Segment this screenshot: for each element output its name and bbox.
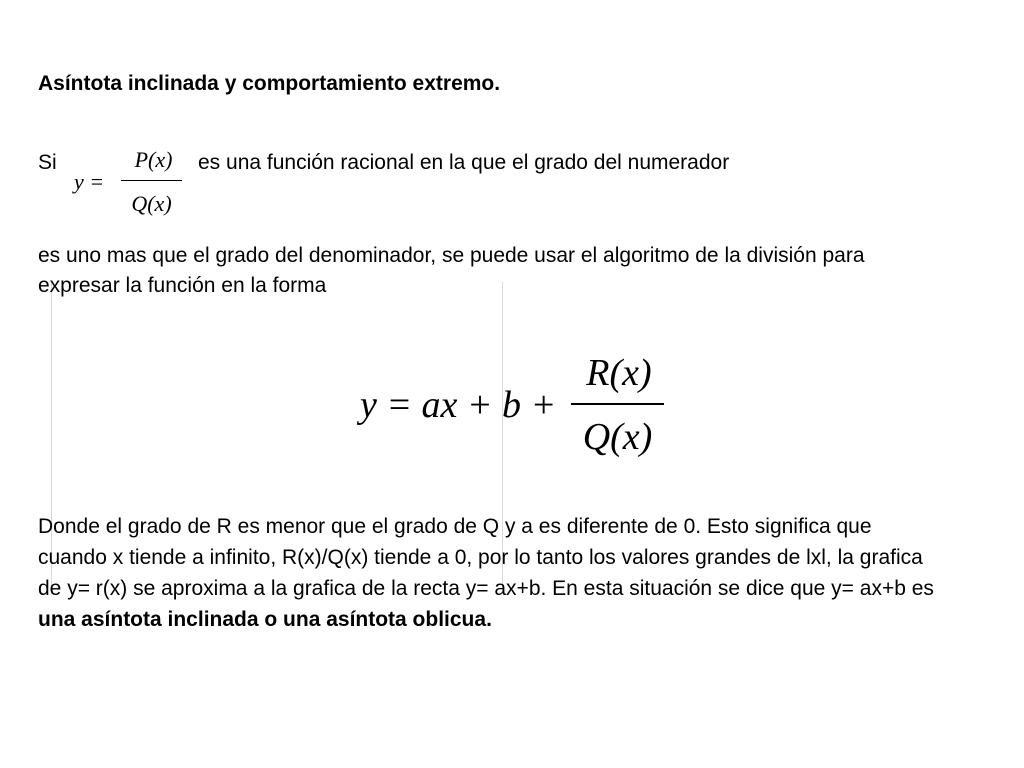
paragraph-division: es uno mas que el grado del denominador, se puede usar el algoritmo de la división para expresar la función en la forma bbox=[38, 244, 865, 297]
paragraph-asymptote-text: Donde el grado de R es menor que el grado de Q y a es diferente de 0. Esto significa que cuando x tiende a infinito, R(x)/Q(x) tiende a 0, por lo tanto los valores grandes de lxl, la grafica de y= r(x) se aproxima a la grafica de la recta y= ax+b. En esta situación se dice que y= ax+b es bbox=[38, 515, 934, 600]
si-label: Si bbox=[38, 151, 57, 174]
page-title: Asíntota inclinada y comportamiento extremo. bbox=[38, 72, 501, 95]
main-formula-lhs: y = ax + b + bbox=[360, 384, 557, 426]
main-formula-numerator: R(x) bbox=[586, 352, 652, 394]
formula-numerator: P(x) bbox=[134, 147, 173, 172]
formula-lhs: y = bbox=[74, 169, 105, 194]
paragraph-asymptote bbox=[38, 511, 938, 635]
formula-denominator: Q(x) bbox=[131, 191, 172, 216]
main-formula-denominator: Q(x) bbox=[582, 416, 653, 458]
intro-text: es una función racional en la que el grado del numerador bbox=[198, 151, 730, 174]
paragraph-asymptote-emphasis: una asíntota inclinada o una asíntota oblicua. bbox=[38, 608, 492, 631]
division-form-formula bbox=[358, 348, 678, 464]
fraction-bar bbox=[121, 180, 182, 181]
main-fraction-bar bbox=[571, 403, 664, 405]
